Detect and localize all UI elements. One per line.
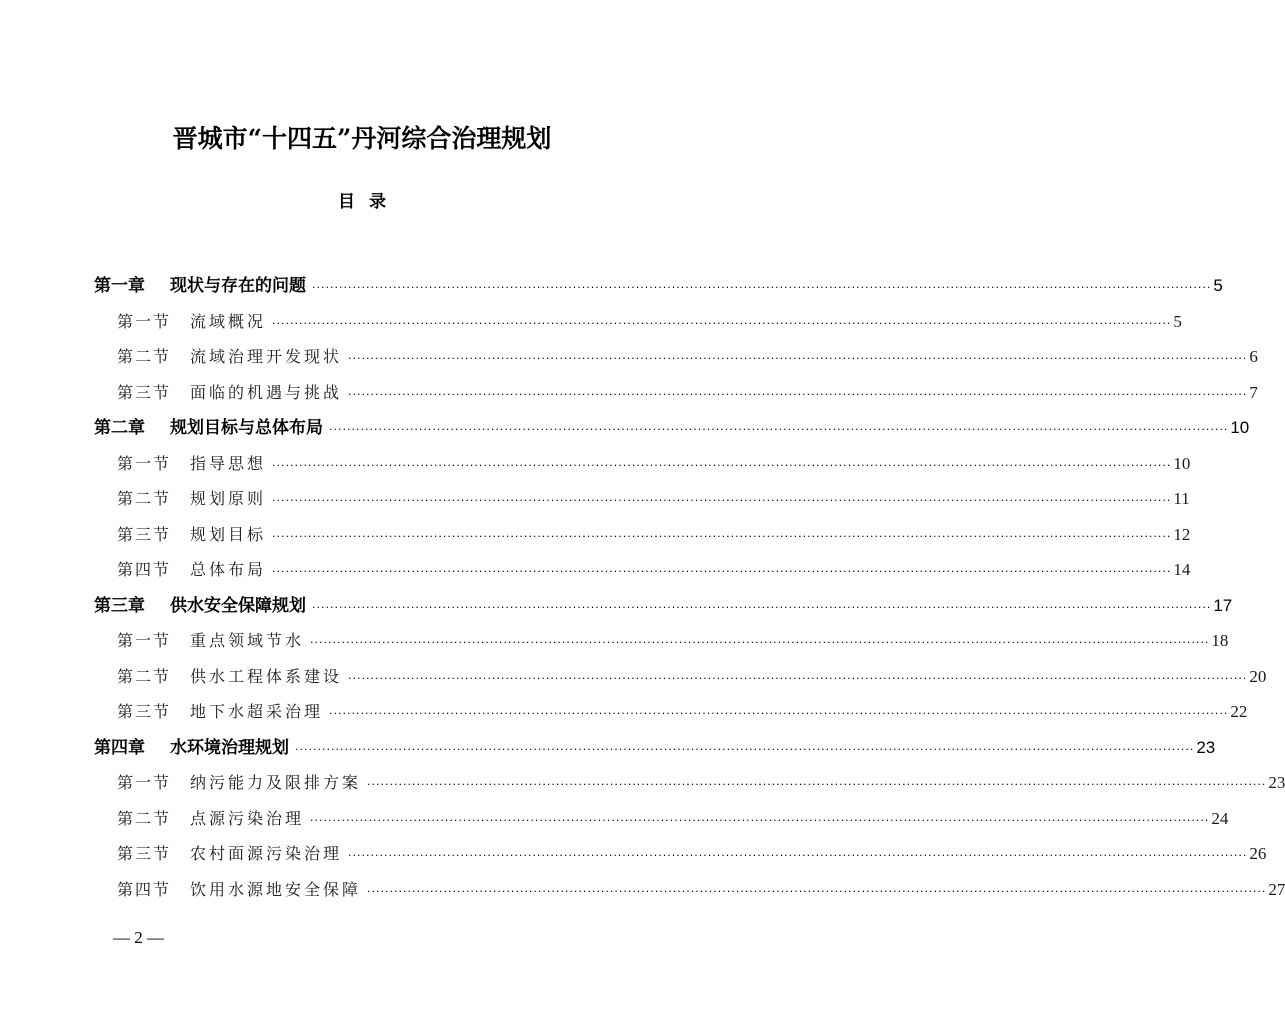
dot-leader: ········································································································································································································ [310,636,1210,649]
dot-leader: ········································································································································································································ [272,494,1172,507]
dot-leader: ········································································································································································································ [348,671,1248,685]
document-title: 晋城市“十四五”丹河综合治理规划 [172,124,552,153]
toc-section-entry[interactable] [117,806,1229,832]
toc-entry-page: 27 [1268,879,1285,899]
toc-section-entry[interactable] [117,664,1267,690]
toc-entry-page: 6 [1249,347,1258,366]
toc-section-entry[interactable] [117,770,1285,796]
toc-entry-number: 第二节 [117,666,172,686]
toc-section-entry[interactable] [117,699,1248,725]
toc-entry-number: 第四节 [117,560,172,579]
toc-entry-page: 23 [1268,773,1285,792]
toc-entry-number: 第三节 [117,702,172,721]
toc-entry-label: 流域概况 [190,311,267,331]
dot-leader: ········································································································································································································ [329,423,1229,436]
dot-leader: ········································································································································································································ [367,884,1267,898]
dot-leader: ········································································································································································································ [367,778,1267,791]
dot-leader: ········································································································································································································ [312,600,1212,614]
toc-entry-number: 第三节 [117,382,172,402]
toc-entry-number: 第三节 [117,524,172,544]
toc-section-entry[interactable] [117,344,1258,370]
toc-entry-page: 7 [1249,382,1258,402]
dot-leader: ········································································································································································································ [272,565,1172,578]
dot-leader: ········································································································································································································ [295,742,1195,756]
toc-entry-page: 18 [1211,631,1229,650]
toc-entry-number: 第二节 [117,489,172,508]
dot-leader: ········································································································································································································ [272,316,1172,330]
toc-entry-page: 12 [1173,524,1191,544]
toc-entry-page: 5 [1173,311,1182,331]
dot-leader: ········································································································································································································ [310,813,1210,827]
toc-section-entry[interactable] [117,557,1191,583]
toc-entry-page: 14 [1173,560,1191,579]
toc-section-entry[interactable] [117,877,1285,903]
toc-section-entry[interactable] [117,841,1267,867]
toc-entry-label: 供水安全保障规划 [170,595,306,616]
toc-entry-page: 5 [1213,276,1223,295]
dot-leader: ········································································································································································································ [348,352,1248,365]
toc-entry-number: 第一节 [117,311,172,331]
toc-entry-label: 供水工程体系建设 [190,666,343,686]
toc-entry-label: 规划目标 [190,524,267,544]
dot-leader: ········································································································································································································ [272,458,1172,472]
toc-chapter-entry[interactable] [94,415,1250,441]
toc-chapter-entry[interactable] [94,735,1216,761]
toc-entry-page: 20 [1249,666,1267,686]
dot-leader: ········································································································································································································ [329,707,1229,720]
toc-entry-number: 第二章 [94,418,145,438]
toc-entry-label: 水环境治理规划 [170,737,289,758]
toc-entry-number: 第三章 [94,595,145,616]
dot-leader: ········································································································································································································ [272,529,1172,543]
toc-entry-label: 饮用水源地安全保障 [190,879,362,899]
toc-entry-page: 26 [1249,844,1267,863]
dot-leader: ········································································································································································································ [312,281,1212,294]
toc-chapter-entry[interactable] [94,273,1223,299]
toc-entry-number: 第三节 [117,844,172,863]
toc-entry-page: 17 [1213,595,1233,615]
toc-entry-number: 第四章 [94,737,145,758]
toc-entry-number: 第二节 [117,347,172,366]
toc-entry-label: 点源污染治理 [190,808,305,828]
toc-entry-label: 规划目标与总体布局 [170,418,323,438]
page-number: — 2 — [113,928,164,947]
toc-entry-page: 10 [1230,418,1250,437]
toc-entry-label: 面临的机遇与挑战 [190,382,343,402]
toc-entry-number: 第二节 [117,808,172,828]
toc-entry-page: 11 [1173,489,1190,508]
toc-entry-number: 第一节 [117,453,172,473]
toc-section-entry[interactable] [117,486,1190,512]
toc-entry-label: 农村面源污染治理 [190,844,343,863]
toc-entry-page: 23 [1196,737,1216,757]
toc-entry-number: 第一节 [117,631,172,650]
toc-entry-number: 第四节 [117,879,172,899]
toc-section-entry[interactable] [117,451,1191,477]
toc-entry-label: 总体布局 [190,560,267,579]
toc-entry-number: 第一节 [117,773,172,792]
toc-entry-label: 纳污能力及限排方案 [190,773,362,792]
toc-section-entry[interactable] [117,309,1182,335]
toc-entry-label: 地下水超采治理 [190,702,324,721]
toc-chapter-entry[interactable] [94,593,1233,619]
dot-leader: ········································································································································································································ [348,387,1248,401]
toc-section-entry[interactable] [117,522,1191,548]
dot-leader: ········································································································································································································ [348,849,1248,862]
toc-section-entry[interactable] [117,628,1229,654]
toc-entry-label: 流域治理开发现状 [190,347,343,366]
toc-entry-label: 规划原则 [190,489,267,508]
toc-entry-page: 22 [1230,702,1248,721]
toc-entry-label: 现状与存在的问题 [170,276,306,296]
toc-heading: 目录 [338,192,400,212]
toc-entry-page: 10 [1173,453,1191,473]
toc-entry-label: 指导思想 [190,453,267,473]
toc-section-entry[interactable] [117,380,1258,406]
toc-entry-page: 24 [1211,808,1229,828]
toc-entry-label: 重点领域节水 [190,631,305,650]
toc-entry-number: 第一章 [94,276,145,296]
